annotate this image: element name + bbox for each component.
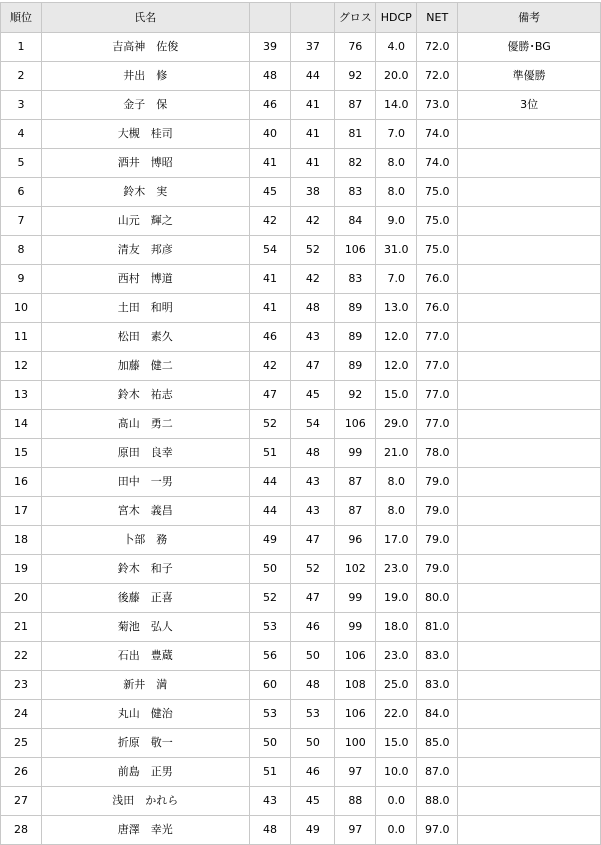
gross-cell: 106 (335, 236, 376, 265)
hdcp-cell: 0.0 (376, 816, 417, 845)
note-cell (458, 671, 601, 700)
in-score-cell: 49 (291, 816, 335, 845)
out-score-cell: 53 (249, 700, 291, 729)
name-cell: 卜部 務 (41, 526, 249, 555)
name-cell: 石出 豊蔵 (41, 642, 249, 671)
table-row (1, 816, 601, 845)
rank-cell: 17 (1, 497, 42, 526)
in-score-cell: 44 (291, 62, 335, 91)
header-name: 氏名 (41, 3, 249, 33)
out-score-cell: 45 (249, 178, 291, 207)
table-row (1, 439, 601, 468)
note-cell (458, 149, 601, 178)
name-cell: 酒井 博昭 (41, 149, 249, 178)
net-cell: 77.0 (417, 381, 458, 410)
note-cell: 準優勝 (458, 62, 601, 91)
out-score-cell: 41 (249, 294, 291, 323)
net-cell: 77.0 (417, 323, 458, 352)
name-cell: 山元 輝之 (41, 207, 249, 236)
gross-cell: 99 (335, 613, 376, 642)
table-row (1, 294, 601, 323)
in-score-cell: 53 (291, 700, 335, 729)
in-score-cell: 41 (291, 120, 335, 149)
net-cell: 74.0 (417, 149, 458, 178)
table-row (1, 323, 601, 352)
gross-cell: 83 (335, 265, 376, 294)
table-row (1, 671, 601, 700)
gross-cell: 97 (335, 758, 376, 787)
in-score-cell: 45 (291, 787, 335, 816)
gross-cell: 106 (335, 642, 376, 671)
header-net: NET (417, 3, 458, 33)
net-cell: 73.0 (417, 91, 458, 120)
gross-cell: 100 (335, 729, 376, 758)
net-cell: 75.0 (417, 207, 458, 236)
rank-cell: 9 (1, 265, 42, 294)
in-score-cell: 43 (291, 323, 335, 352)
out-score-cell: 44 (249, 468, 291, 497)
gross-cell: 92 (335, 381, 376, 410)
table-row (1, 91, 601, 120)
hdcp-cell: 8.0 (376, 497, 417, 526)
header-row (1, 3, 601, 33)
table-row (1, 497, 601, 526)
hdcp-cell: 20.0 (376, 62, 417, 91)
net-cell: 87.0 (417, 758, 458, 787)
in-score-cell: 50 (291, 642, 335, 671)
name-cell: 田中 一男 (41, 468, 249, 497)
name-cell: 井出 修 (41, 62, 249, 91)
hdcp-cell: 8.0 (376, 178, 417, 207)
rank-cell: 6 (1, 178, 42, 207)
hdcp-cell: 21.0 (376, 439, 417, 468)
rank-cell: 5 (1, 149, 42, 178)
out-score-cell: 39 (249, 33, 291, 62)
out-score-cell: 43 (249, 787, 291, 816)
gross-cell: 97 (335, 816, 376, 845)
out-score-cell: 53 (249, 613, 291, 642)
gross-cell: 89 (335, 352, 376, 381)
note-cell (458, 642, 601, 671)
gross-cell: 106 (335, 700, 376, 729)
hdcp-cell: 0.0 (376, 787, 417, 816)
rank-cell: 14 (1, 410, 42, 439)
note-cell (458, 265, 601, 294)
rank-cell: 13 (1, 381, 42, 410)
net-cell: 72.0 (417, 33, 458, 62)
out-score-cell: 46 (249, 91, 291, 120)
name-cell: 鈴木 祐志 (41, 381, 249, 410)
hdcp-cell: 7.0 (376, 265, 417, 294)
net-cell: 79.0 (417, 526, 458, 555)
out-score-cell: 41 (249, 265, 291, 294)
table-row (1, 787, 601, 816)
in-score-cell: 47 (291, 526, 335, 555)
hdcp-cell: 19.0 (376, 584, 417, 613)
table-row (1, 410, 601, 439)
note-cell: 優勝･BG (458, 33, 601, 62)
rank-cell: 22 (1, 642, 42, 671)
note-cell (458, 410, 601, 439)
name-cell: 新井 満 (41, 671, 249, 700)
name-cell: 浅田 かれら (41, 787, 249, 816)
table-row (1, 149, 601, 178)
name-cell: 原田 良幸 (41, 439, 249, 468)
table-row (1, 120, 601, 149)
note-cell (458, 207, 601, 236)
name-cell: 唐澤 幸光 (41, 816, 249, 845)
note-cell (458, 497, 601, 526)
net-cell: 75.0 (417, 178, 458, 207)
table-row (1, 555, 601, 584)
rank-cell: 12 (1, 352, 42, 381)
note-cell (458, 439, 601, 468)
out-score-cell: 50 (249, 729, 291, 758)
rank-cell: 1 (1, 33, 42, 62)
rank-cell: 3 (1, 91, 42, 120)
net-cell: 97.0 (417, 816, 458, 845)
header-gross: グロス (335, 3, 376, 33)
gross-cell: 88 (335, 787, 376, 816)
note-cell (458, 787, 601, 816)
out-score-cell: 60 (249, 671, 291, 700)
in-score-cell: 47 (291, 584, 335, 613)
header-note: 備考 (458, 3, 601, 33)
header-hdcp: HDCP (376, 3, 417, 33)
header-in (291, 3, 335, 33)
in-score-cell: 42 (291, 265, 335, 294)
rank-cell: 24 (1, 700, 42, 729)
net-cell: 80.0 (417, 584, 458, 613)
note-cell (458, 468, 601, 497)
hdcp-cell: 15.0 (376, 729, 417, 758)
note-cell (458, 700, 601, 729)
name-cell: 髙山 勇二 (41, 410, 249, 439)
name-cell: 宮木 義昌 (41, 497, 249, 526)
hdcp-cell: 31.0 (376, 236, 417, 265)
net-cell: 77.0 (417, 352, 458, 381)
note-cell (458, 178, 601, 207)
note-cell (458, 236, 601, 265)
gross-cell: 99 (335, 584, 376, 613)
table-row (1, 352, 601, 381)
name-cell: 西村 博道 (41, 265, 249, 294)
out-score-cell: 54 (249, 236, 291, 265)
out-score-cell: 56 (249, 642, 291, 671)
note-cell (458, 381, 601, 410)
hdcp-cell: 18.0 (376, 613, 417, 642)
name-cell: 土田 和明 (41, 294, 249, 323)
hdcp-cell: 29.0 (376, 410, 417, 439)
net-cell: 74.0 (417, 120, 458, 149)
header-out (249, 3, 291, 33)
net-cell: 85.0 (417, 729, 458, 758)
gross-cell: 99 (335, 439, 376, 468)
in-score-cell: 43 (291, 468, 335, 497)
table-row (1, 584, 601, 613)
in-score-cell: 47 (291, 352, 335, 381)
out-score-cell: 44 (249, 497, 291, 526)
rank-cell: 23 (1, 671, 42, 700)
table-row (1, 207, 601, 236)
rank-cell: 15 (1, 439, 42, 468)
name-cell: 折原 敬一 (41, 729, 249, 758)
name-cell: 大槻 桂司 (41, 120, 249, 149)
hdcp-cell: 22.0 (376, 700, 417, 729)
net-cell: 81.0 (417, 613, 458, 642)
gross-cell: 89 (335, 294, 376, 323)
name-cell: 鈴木 和子 (41, 555, 249, 584)
table-row (1, 642, 601, 671)
in-score-cell: 45 (291, 381, 335, 410)
out-score-cell: 50 (249, 555, 291, 584)
out-score-cell: 51 (249, 758, 291, 787)
name-cell: 金子 保 (41, 91, 249, 120)
in-score-cell: 42 (291, 207, 335, 236)
name-cell: 清友 邦彦 (41, 236, 249, 265)
rank-cell: 18 (1, 526, 42, 555)
out-score-cell: 40 (249, 120, 291, 149)
in-score-cell: 43 (291, 497, 335, 526)
gross-cell: 87 (335, 468, 376, 497)
net-cell: 79.0 (417, 555, 458, 584)
header-rank: 順位 (1, 3, 42, 33)
name-cell: 加藤 健二 (41, 352, 249, 381)
out-score-cell: 52 (249, 410, 291, 439)
in-score-cell: 41 (291, 91, 335, 120)
out-score-cell: 46 (249, 323, 291, 352)
gross-cell: 84 (335, 207, 376, 236)
hdcp-cell: 13.0 (376, 294, 417, 323)
table-row (1, 613, 601, 642)
net-cell: 76.0 (417, 265, 458, 294)
rank-cell: 19 (1, 555, 42, 584)
table-row (1, 178, 601, 207)
net-cell: 83.0 (417, 671, 458, 700)
rank-cell: 21 (1, 613, 42, 642)
in-score-cell: 50 (291, 729, 335, 758)
out-score-cell: 41 (249, 149, 291, 178)
gross-cell: 96 (335, 526, 376, 555)
name-cell: 吉高神 佐俊 (41, 33, 249, 62)
table-row (1, 700, 601, 729)
net-cell: 83.0 (417, 642, 458, 671)
note-cell (458, 729, 601, 758)
name-cell: 菊池 弘人 (41, 613, 249, 642)
hdcp-cell: 12.0 (376, 323, 417, 352)
rank-cell: 2 (1, 62, 42, 91)
net-cell: 78.0 (417, 439, 458, 468)
gross-cell: 87 (335, 91, 376, 120)
out-score-cell: 49 (249, 526, 291, 555)
hdcp-cell: 14.0 (376, 91, 417, 120)
hdcp-cell: 23.0 (376, 555, 417, 584)
in-score-cell: 38 (291, 178, 335, 207)
rank-cell: 26 (1, 758, 42, 787)
hdcp-cell: 12.0 (376, 352, 417, 381)
note-cell (458, 758, 601, 787)
in-score-cell: 52 (291, 555, 335, 584)
hdcp-cell: 4.0 (376, 33, 417, 62)
table-body (1, 33, 601, 845)
gross-cell: 87 (335, 497, 376, 526)
name-cell: 鈴木 実 (41, 178, 249, 207)
hdcp-cell: 23.0 (376, 642, 417, 671)
in-score-cell: 41 (291, 149, 335, 178)
out-score-cell: 47 (249, 381, 291, 410)
hdcp-cell: 8.0 (376, 468, 417, 497)
in-score-cell: 48 (291, 671, 335, 700)
note-cell (458, 294, 601, 323)
hdcp-cell: 25.0 (376, 671, 417, 700)
out-score-cell: 52 (249, 584, 291, 613)
out-score-cell: 48 (249, 816, 291, 845)
hdcp-cell: 15.0 (376, 381, 417, 410)
rank-cell: 11 (1, 323, 42, 352)
in-score-cell: 46 (291, 613, 335, 642)
net-cell: 79.0 (417, 468, 458, 497)
table-row (1, 62, 601, 91)
rank-cell: 25 (1, 729, 42, 758)
name-cell: 丸山 健治 (41, 700, 249, 729)
gross-cell: 83 (335, 178, 376, 207)
table-row (1, 758, 601, 787)
note-cell: 3位 (458, 91, 601, 120)
rank-cell: 7 (1, 207, 42, 236)
in-score-cell: 48 (291, 294, 335, 323)
table-row (1, 236, 601, 265)
gross-cell: 106 (335, 410, 376, 439)
rank-cell: 20 (1, 584, 42, 613)
hdcp-cell: 10.0 (376, 758, 417, 787)
in-score-cell: 46 (291, 758, 335, 787)
in-score-cell: 52 (291, 236, 335, 265)
hdcp-cell: 7.0 (376, 120, 417, 149)
note-cell (458, 816, 601, 845)
gross-cell: 108 (335, 671, 376, 700)
gross-cell: 92 (335, 62, 376, 91)
gross-cell: 89 (335, 323, 376, 352)
table-row (1, 729, 601, 758)
table-row (1, 468, 601, 497)
name-cell: 松田 素久 (41, 323, 249, 352)
hdcp-cell: 17.0 (376, 526, 417, 555)
net-cell: 76.0 (417, 294, 458, 323)
net-cell: 88.0 (417, 787, 458, 816)
rank-cell: 16 (1, 468, 42, 497)
in-score-cell: 54 (291, 410, 335, 439)
table-row (1, 33, 601, 62)
note-cell (458, 613, 601, 642)
table-row (1, 526, 601, 555)
hdcp-cell: 8.0 (376, 149, 417, 178)
out-score-cell: 42 (249, 207, 291, 236)
gross-cell: 76 (335, 33, 376, 62)
gross-cell: 102 (335, 555, 376, 584)
net-cell: 75.0 (417, 236, 458, 265)
name-cell: 前島 正男 (41, 758, 249, 787)
note-cell (458, 555, 601, 584)
net-cell: 72.0 (417, 62, 458, 91)
rank-cell: 8 (1, 236, 42, 265)
hdcp-cell: 9.0 (376, 207, 417, 236)
name-cell: 後藤 正喜 (41, 584, 249, 613)
in-score-cell: 48 (291, 439, 335, 468)
out-score-cell: 42 (249, 352, 291, 381)
table-row (1, 381, 601, 410)
net-cell: 77.0 (417, 410, 458, 439)
rank-cell: 27 (1, 787, 42, 816)
out-score-cell: 48 (249, 62, 291, 91)
rank-cell: 4 (1, 120, 42, 149)
results-table (0, 2, 601, 845)
rank-cell: 10 (1, 294, 42, 323)
note-cell (458, 352, 601, 381)
note-cell (458, 526, 601, 555)
table-row (1, 265, 601, 294)
in-score-cell: 37 (291, 33, 335, 62)
out-score-cell: 51 (249, 439, 291, 468)
gross-cell: 81 (335, 120, 376, 149)
note-cell (458, 323, 601, 352)
net-cell: 84.0 (417, 700, 458, 729)
note-cell (458, 120, 601, 149)
rank-cell: 28 (1, 816, 42, 845)
gross-cell: 82 (335, 149, 376, 178)
note-cell (458, 584, 601, 613)
net-cell: 79.0 (417, 497, 458, 526)
